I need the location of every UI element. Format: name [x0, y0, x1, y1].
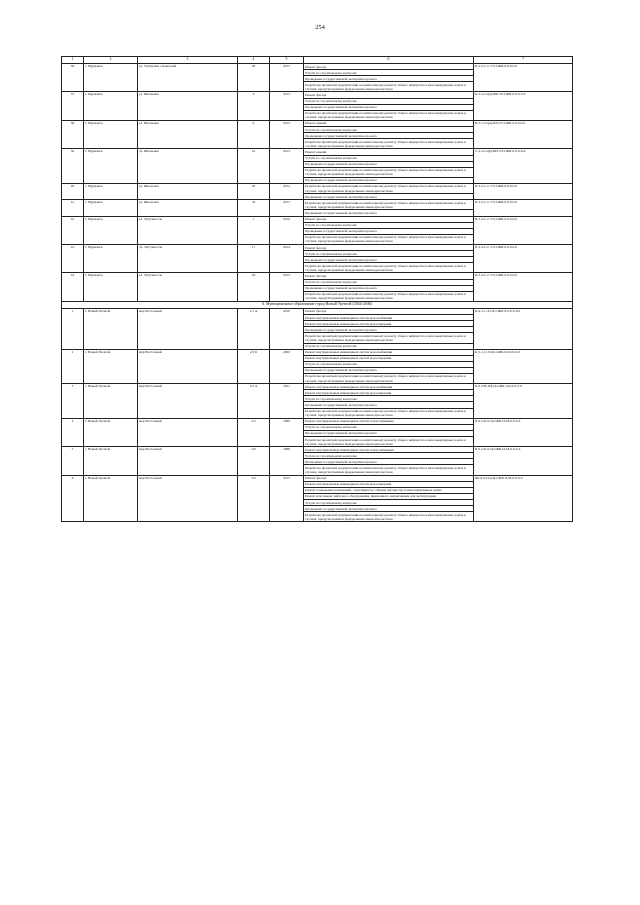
street-cell: ул. Школьная [138, 200, 238, 216]
work-item: Ремонт внутридомовых инженерных систем водоотведения [304, 355, 474, 361]
city-cell: г. Новый Уренгой [84, 349, 138, 384]
work-item: Услуги по строительному контролю [304, 279, 474, 285]
register-body [62, 57, 573, 522]
header-cell: 7 [474, 57, 573, 64]
year-cell: 2016 [270, 216, 304, 244]
house-number: 29 [238, 273, 270, 301]
building-code: II-9-2-П-0-Ц-СЖБ-П-М-0-0-0-0 [474, 418, 573, 446]
work-item: Разработка проектной документации на капитальному ремонту общего имущества в многоквартирных домах в случаях, предусмотренных федеральным законодательством [304, 110, 474, 120]
building-code: II-3-3-С-С-ТЗ-СЖБ-0-0-0-0-0 [474, 273, 573, 301]
year-cell: 2012 [270, 183, 304, 199]
year-cell: 2013 [270, 120, 304, 148]
section-title-row [62, 301, 573, 308]
city-cell: г. Новый Уренгой [84, 447, 138, 475]
street-cell: ул. Школьная [138, 92, 238, 120]
row-number: 6 [62, 475, 84, 522]
year-cell: 2011 [270, 384, 304, 419]
work-item: Ремонт фасада [304, 308, 474, 314]
header-row [62, 57, 573, 64]
year-cell: 2015 [270, 64, 304, 92]
city-cell: г. Мурманск [84, 216, 138, 244]
house-number: 10 [238, 149, 270, 184]
row-number: 2 [62, 349, 84, 384]
work-item: Услуги по строительному контролю [304, 343, 474, 349]
street-cell: ул. Энтузиастов [138, 216, 238, 244]
city-cell: г. Новый Уренгой [84, 308, 138, 349]
house-number: 28 [238, 64, 270, 92]
work-item: Разработка проектной документации на капитальному ремонту общего имущества в многоквартирных домах в случаях, предусмотренных федеральным законодательством [304, 512, 474, 522]
work-item: Проведение государственной экспертизы проекта [304, 161, 474, 167]
building-code: II-9-2-П-0-Ц-СЖБ-П-М-0-0-0-0 [474, 447, 573, 475]
work-item: Услуги по строительному контролю [304, 361, 474, 367]
work-item: Ремонт или замена лифтового оборудования, признанного непригодным для эксплуатации [304, 493, 474, 499]
work-item: Разработка проектной документации на капитальному ремонту общего имущества в многоквартирных домах в случаях, предусмотренных федеральным законодательством [304, 373, 474, 383]
work-item: Ремонт внутридомовых инженерных систем водоснабжения [304, 315, 474, 321]
table-row [62, 183, 573, 193]
building-code: II-3-3-С-С-ТЗ-СЖБ-0-0-0-0-0 [474, 216, 573, 244]
city-cell: г. Мурманск [84, 273, 138, 301]
header-cell: 3 [138, 57, 238, 64]
building-code: К-9-2-Н-Пф-Ц-СЖБ-Л-0-0-0-0-0 [474, 384, 573, 419]
work-item: Ремонт внутридомовых инженерных систем водоотведения [304, 390, 474, 396]
building-code: II-5-3-С-С-ТЗ-СЖБ-0-0-0-0-0 [474, 64, 573, 92]
building-code: К-3-2-Сл(в)-ИФ-ТЗ-СЖБ-0-0-0-0-0 [474, 92, 573, 120]
street-cell: мкр Восточный [138, 418, 238, 446]
work-item: Проведение государственной экспертизы проекта [304, 327, 474, 333]
work-item: Услуги по строительному контролю [304, 500, 474, 506]
row-number: 5 [62, 447, 84, 475]
row-number: 3 [62, 384, 84, 419]
work-item: Проведение государственной экспертизы проекта [304, 133, 474, 139]
building-code: С-3-2-Сл(в)-ИП-ТЗ-СЖБ-0-0-0-0-0 [474, 149, 573, 184]
house-number: 3 [238, 92, 270, 120]
work-item: Проведение государственной экспертизы проекта [304, 210, 474, 216]
building-code: К-3-3-С-С-ТЗ-СЖБ-0-0-0-0-0 [474, 200, 573, 216]
row-number: 40 [62, 183, 84, 199]
work-item: Разработка проектной документации на капитальному ремонту общего имущества в многоквартирных домах в случаях, предусмотренных федеральным законодательством [304, 408, 474, 418]
section-title: 6. Муниципальное образование город Новый Уренгой (2044-2046) [62, 301, 573, 308]
work-item: Ремонт внутридомовых инженерных систем теплоснабжения [304, 447, 474, 453]
work-item: Услуги по строительному контролю [304, 222, 474, 228]
year-cell: 2000 [270, 349, 304, 384]
work-item: Разработка проектной документации на капитальному ремонту общего имущества в многоквартирных домах в случаях, предусмотренных федеральным законодательством [304, 263, 474, 273]
work-item: Ремонт внутридомовых инженерных систем водоснабжения [304, 349, 474, 355]
street-cell: мкр Восточный [138, 308, 238, 349]
year-cell: 1989 [270, 418, 304, 446]
work-item: Проведение государственной экспертизы проекта [304, 76, 474, 82]
page-number: 254 [315, 24, 325, 31]
work-item: Услуги по строительному контролю [304, 155, 474, 161]
city-cell: г. Мурманск [84, 183, 138, 199]
table-row [62, 200, 573, 210]
work-item: Разработка проектной документации на капитальному ремонту общего имущества в многоквартирных домах в случаях, предусмотренных федеральным законодательством [304, 333, 474, 343]
work-item: Ремонт фасада [304, 92, 474, 98]
work-item: Ремонт фасада [304, 216, 474, 222]
city-cell: г. Новый Уренгой [84, 475, 138, 522]
city-cell: г. Мурманск [84, 200, 138, 216]
row-number: 4 [62, 418, 84, 446]
work-item: Ремонт внутридомовых инженерных систем водоснабжения [304, 384, 474, 390]
work-item: Разработка проектной документации на капитальному ремонту общего имущества в многоквартирных домах в случаях, предусмотренных федеральным законодательством [304, 291, 474, 301]
row-number: 36 [62, 64, 84, 92]
work-item: Ремонт фасада [304, 273, 474, 279]
work-item: Проведение государственной экспертизы проекта [304, 228, 474, 234]
year-cell: 2013 [270, 273, 304, 301]
work-item: Ремонт фасада [304, 245, 474, 251]
year-cell: 2013 [270, 92, 304, 120]
row-number: 41 [62, 200, 84, 216]
building-code: IIК-9-2-П-0-Ц-СЖБ-Л-М-0-0-0-0 [474, 475, 573, 522]
house-number: 34 [238, 200, 270, 216]
street-cell: ул. Школьная [138, 183, 238, 199]
row-number: 43 [62, 245, 84, 273]
house-number: 29 [238, 183, 270, 199]
work-item: Проведение государственной экспертизы проекта [304, 506, 474, 512]
work-item: Разработка проектной документации на капитальному ремонту общего имущества в многоквартирных домах в случаях, предусмотренных федеральным законодательством [304, 183, 474, 193]
row-number: 1 [62, 308, 84, 349]
house-number: 17 [238, 245, 270, 273]
street-cell: ул. Школьная [138, 120, 238, 148]
work-item: Проведение государственной экспертизы проекта [304, 285, 474, 291]
work-item: Проведение государственной экспертизы проекта [304, 459, 474, 465]
work-item: Услуги по строительному контролю [304, 251, 474, 257]
header-cell: 4 [238, 57, 270, 64]
street-cell: ул. Энтузиастов [138, 273, 238, 301]
house-number: 3/2 [238, 475, 270, 522]
house-number: 2/6 [238, 447, 270, 475]
house-number: 1 [238, 216, 270, 244]
work-item: Разработка проектной документации на капитальному ремонту общего имущества в многоквартирных домах в случаях, предусмотренных федеральным законодательством [304, 437, 474, 447]
year-cell: 2015 [270, 475, 304, 522]
house-number: 2/3 А [238, 384, 270, 419]
work-item: Разработка проектной документации на капитальному ремонту общего имущества в многоквартирных домах в случаях, предусмотренных федеральным законодательством [304, 82, 474, 92]
street-cell: ул. Энтузиастов [138, 245, 238, 273]
work-item: Разработка проектной документации на капитальному ремонту общего имущества в многоквартирных домах в случаях, предусмотренных федеральным законодательством [304, 167, 474, 177]
year-cell: 2013 [270, 149, 304, 184]
work-item: Проведение государственной экспертизы проекта [304, 257, 474, 263]
city-cell: г. Мурманск [84, 149, 138, 184]
work-item: Услуги по строительному контролю [304, 396, 474, 402]
year-cell: 2010 [270, 308, 304, 349]
work-item: Проведение государственной экспертизы проекта [304, 430, 474, 436]
work-item: Услуги по строительному контролю [304, 70, 474, 76]
building-code: II-3-2-С-С-ТЗ-СЖБ-0-0-0-0-0 [474, 183, 573, 199]
street-cell: ул. Школьная [138, 149, 238, 184]
work-item: Услуги по строительному контролю [304, 98, 474, 104]
work-item: Ремонт подвальных помещений, относящихся к общему имуществу в многоквартирных домах [304, 487, 474, 493]
house-number: 2/2 Б [238, 349, 270, 384]
street-cell: мкр Восточный [138, 384, 238, 419]
header-cell: 5 [270, 57, 304, 64]
year-cell: 2013 [270, 200, 304, 216]
building-code: К-9-1-1-Эл-Ц-СЖБ-Л-0-0-0-0-0 [474, 308, 573, 349]
building-code: К-3-7-Сл(в)-ИЛ-ТЗ-СЖБ-0-0-0-0-0 [474, 120, 573, 148]
work-item: Ремонт фасада [304, 64, 474, 70]
street-cell: мкр Восточный [138, 475, 238, 522]
work-item: Ремонт внутридомовых инженерных систем водоотведения [304, 321, 474, 327]
house-number: 6 [238, 120, 270, 148]
house-number: 2/5 [238, 418, 270, 446]
work-item: Услуги по строительному контролю [304, 127, 474, 133]
work-item: Проведение государственной экспертизы проекта [304, 194, 474, 200]
work-item: Ремонт крыши [304, 120, 474, 126]
header-cell: 2 [84, 57, 138, 64]
house-number: 1/1 А [238, 308, 270, 349]
city-cell: г. Мурманск [84, 64, 138, 92]
year-cell: 2014 [270, 245, 304, 273]
street-cell: мкр Восточный [138, 447, 238, 475]
city-cell: г. Мурманск [84, 92, 138, 120]
city-cell: г. Мурманск [84, 245, 138, 273]
work-item: Ремонт фасада [304, 475, 474, 481]
street-cell: мкр Восточный [138, 349, 238, 384]
work-item: Разработка проектной документации на капитальному ремонту общего имущества в многоквартирных домах в случаях, предусмотренных федеральным законодательством [304, 139, 474, 149]
row-number: 37 [62, 92, 84, 120]
city-cell: г. Мурманск [84, 120, 138, 148]
street-cell: ул. Уральских строителей [138, 64, 238, 92]
header-cell: 1 [62, 57, 84, 64]
work-item: Услуги по строительному контролю [304, 424, 474, 430]
work-item: Услуги по строительному контролю [304, 453, 474, 459]
city-cell: г. Новый Уренгой [84, 418, 138, 446]
work-item: Разработка проектной документации на капитальному ремонту общего имущества в многоквартирных домах в случаях, предусмотренных федеральным законодательством [304, 234, 474, 244]
year-cell: 1988 [270, 447, 304, 475]
row-number: 39 [62, 149, 84, 184]
row-number: 38 [62, 120, 84, 148]
work-item: Проведение государственной экспертизы проекта [304, 402, 474, 408]
work-item: Ремонт крыши [304, 149, 474, 155]
work-item: Проведение государственной экспертизы проекта [304, 104, 474, 110]
row-number: 44 [62, 273, 84, 301]
building-code: К-5-1-11-П-Ц-СЖБ-0-0-0-0-0-0 [474, 349, 573, 384]
work-item: Проведение государственной экспертизы проекта [304, 177, 474, 183]
work-item: Ремонт внутридомовых инженерных систем теплоснабжения [304, 418, 474, 424]
work-item: Разработка проектной документации на капитальному ремонту общего имущества в многоквартирных домах в случаях, предусмотренных федеральным законодательством [304, 200, 474, 210]
work-item: Разработка проектной документации на капитальному ремонту общего имущества в многоквартирных домах в случаях, предусмотренных федеральным законодательством [304, 465, 474, 475]
city-cell: г. Новый Уренгой [84, 384, 138, 419]
row-number: 42 [62, 216, 84, 244]
work-item: Проведение государственной экспертизы проекта [304, 367, 474, 373]
work-item: Ремонт внутридомовых инженерных систем водоотведения [304, 481, 474, 487]
register-table [61, 56, 573, 522]
header-cell: 6 [304, 57, 474, 64]
building-code: II-3-3-С-С-ТЗ-СЖБ-0-0-0-0-0 [474, 245, 573, 273]
